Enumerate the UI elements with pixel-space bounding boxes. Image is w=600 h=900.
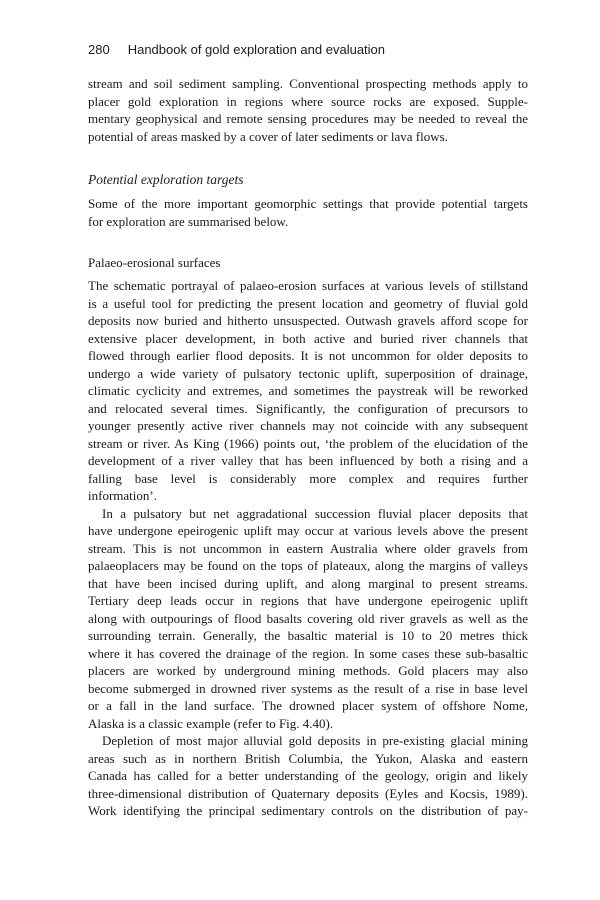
text-line: Some of the more important geomorphic settings that provide potential targets (88, 196, 528, 211)
text-line: Tertiary deep leads occur in regions that have undergone epeirogenic uplift (88, 593, 528, 608)
text-line: become submerged in drowned river systems as the result of a rise in base level (88, 680, 528, 696)
section-heading: Potential exploration targets (88, 172, 244, 187)
text-line: or a fall in the land surface. The drowned placer system of offshore Nome, (88, 698, 528, 713)
running-title: Handbook of gold exploration and evaluation (127, 42, 386, 57)
subsection-heading: Palaeo-erosional surfaces (88, 255, 221, 270)
text-line: Canada has called for a better understanding of the geology, origin and likely (88, 768, 528, 783)
text-line: is a useful tool for predicting the present location and geometry of fluvial gold (88, 295, 528, 311)
page-number: 280 (88, 42, 110, 57)
text-line: climatic cyclicity and extremes, and sometimes the paystreak will be reworked (88, 383, 528, 398)
text-line: stream. This is not uncommon in eastern Australia where older gravels from (88, 540, 528, 556)
text-line: flowed through earlier flood deposits. It is not uncommon for older deposits to (88, 348, 528, 363)
text-line: mentary geophysical and remote sensing procedures may be needed to reveal the (88, 111, 528, 126)
text-line: stream or river. As King (1966) points out, ‘the problem of the elucidation of the (88, 435, 528, 451)
text-line: Alaska is a classic example (refer to Fig. 4.40). (88, 715, 334, 731)
text-line: Work identifying the principal sedimentary controls on the distribution of pay- (88, 803, 528, 818)
text-line: along with outpourings of flood basalts covering old river gravels as well as the (88, 610, 528, 626)
text-line: falling base level is considerably more complex and requires further (88, 470, 528, 486)
paragraph-prospecting-methods (88, 75, 528, 145)
text-line: development of a river valley that has been influenced by both a rising and a (88, 453, 528, 468)
text-line: that have been incised during uplift, and along marginal to present streams. (88, 575, 528, 591)
text-line: palaeoplacers may be found on the tops of plateaux, along the margins of valleys (88, 558, 528, 573)
text-line: three-dimensional distribution of Quaternary deposits (Eyles and Kocsis, 1989). (88, 785, 528, 801)
text-line: placer gold exploration in regions where source rocks are exposed. Supple- (88, 93, 528, 109)
text-line: Depletion of most major alluvial gold deposits in pre-existing glacial mining (102, 733, 528, 748)
text-line: information’. (88, 488, 157, 503)
text-line: and relocated several times. Significantly, the configuration of precursors to (88, 400, 528, 416)
text-line: where it has covered the drainage of the region. In some cases these sub-basaltic (88, 645, 528, 661)
paragraph-pulsatory-uplift (88, 505, 528, 733)
text-line: stream and soil sediment sampling. Conventional prospecting methods apply to (88, 76, 528, 91)
text-line: younger presently active river channels may not coincide with any subsequent (88, 418, 528, 433)
paragraph-targets-summary (88, 195, 528, 230)
text-line: areas such as in northern British Columbia, the Yukon, Alaska and eastern (88, 750, 528, 766)
running-header (88, 42, 528, 58)
text-line: extensive placer development, in both active and buried river channels that (88, 330, 528, 346)
text-line: undergo a wide variety of pulsatory tectonic uplift, superposition of drainage, (88, 365, 528, 381)
text-line: placers are worked by underground mining methods. Gold placers may also (88, 663, 528, 678)
paragraph-palaeo-erosion (88, 277, 528, 505)
text-line: for exploration are summarised below. (88, 213, 289, 229)
text-line: potential of areas masked by a cover of later sediments or lava flows. (88, 128, 448, 144)
paragraph-depletion-glacial (88, 732, 528, 820)
text-line: deposits now buried and hitherto unsuspected. Outwash gravels afford scope for (88, 313, 528, 328)
text-line: surrounding terrain. Generally, the basaltic material is 10 to 20 metres thick (88, 628, 528, 643)
text-line: The schematic portrayal of palaeo-erosion surfaces at various levels of stillstand (88, 278, 528, 293)
text-line: In a pulsatory but net aggradational succession fluvial placer deposits that (102, 505, 528, 521)
text-line: have undergone epeirogenic uplift may occur at various levels above the present (88, 523, 528, 538)
